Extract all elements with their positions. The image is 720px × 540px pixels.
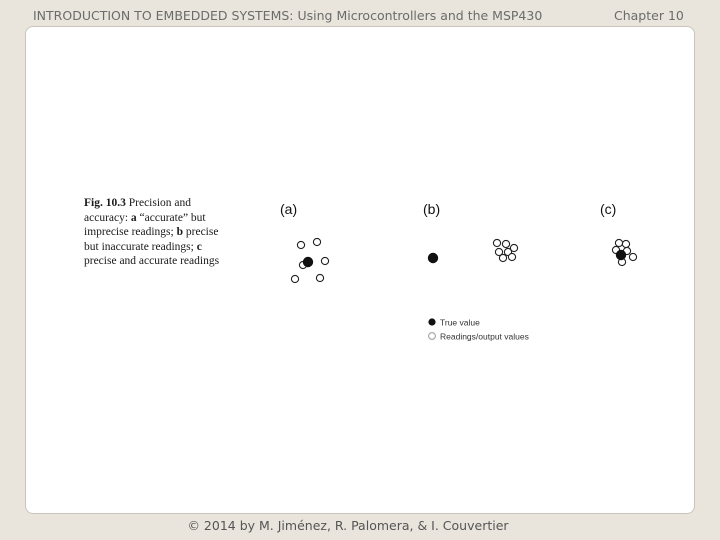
true-value-marker [303, 257, 313, 267]
caption-line-3: imprecise readings; b precise [84, 226, 219, 238]
reading-marker [313, 238, 320, 245]
reading-marker [316, 274, 323, 281]
panel-b-marks [493, 239, 517, 261]
caption-line-4: but inaccurate readings; c [84, 240, 202, 253]
reading-marker [297, 241, 304, 248]
reading-marker [502, 240, 509, 247]
true-value-marker [616, 250, 626, 260]
reading-marker [508, 253, 515, 260]
panel-a-label: (a) [280, 201, 298, 217]
caption-line-2: accuracy: a “accurate” but [84, 211, 206, 224]
legend-readings-label: Readings/output values [440, 331, 529, 342]
legend-true-value-icon [428, 318, 435, 325]
panel-c-label: (c) [600, 201, 617, 217]
footer-copyright: © 2014 by M. Jiménez, R. Palomera, & I. Couvertier [187, 518, 509, 533]
legend-true-value-label: True value [440, 317, 480, 328]
figure-legend [428, 318, 528, 342]
reading-marker [615, 239, 622, 246]
header-title: INTRODUCTION TO EMBEDDED SYSTEMS: Using Microcontrollers and the MSP430 [33, 8, 543, 23]
reading-marker [629, 253, 636, 260]
true-value-marker [428, 253, 438, 263]
chapter-label: Chapter 10 [614, 8, 684, 23]
reading-marker [622, 240, 629, 247]
legend-readings-icon [429, 333, 436, 340]
reading-marker [321, 257, 328, 264]
caption-line-1: Fig. 10.3 Precision and [84, 197, 192, 209]
reading-marker [493, 239, 500, 246]
panel-b-label: (b) [423, 201, 441, 217]
reading-marker [499, 254, 506, 261]
caption-line-5: precise and accurate readings [84, 255, 220, 267]
reading-marker [291, 275, 298, 282]
